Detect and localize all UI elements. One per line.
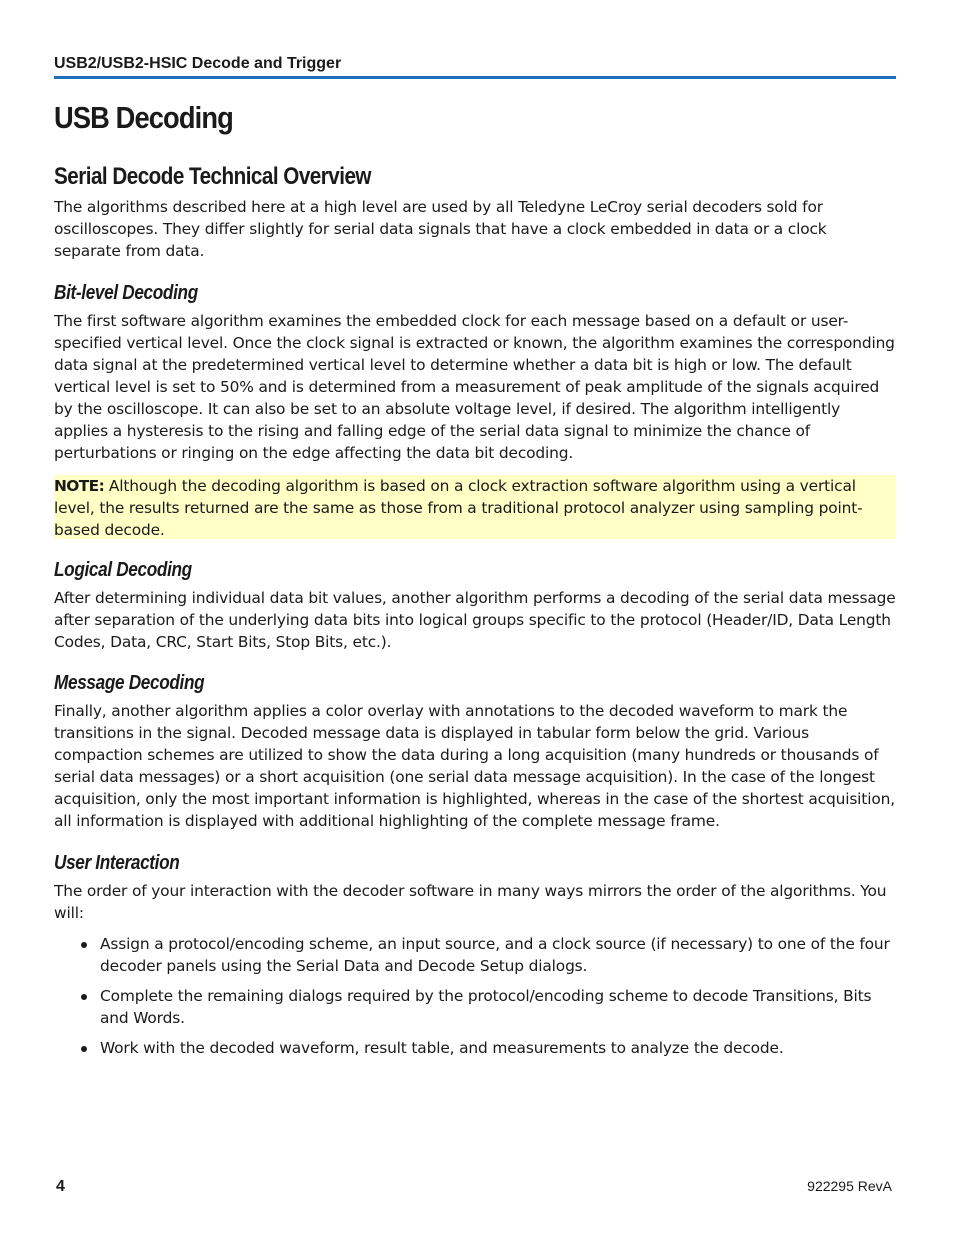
list-item (54, 933, 896, 977)
logical-block (54, 587, 896, 653)
interaction-intro: The order of your interaction with the decoder software in many ways mirrors the order of the algorithms. You will: (54, 882, 887, 922)
list-item-text: Assign a protocol/encoding scheme, an input source, and a clock source (if necessary) to one of the four decoder panels using the Serial Data and Decode Setup dialogs. (100, 935, 890, 975)
section-heading: Serial Decode Technical Overview (54, 163, 371, 190)
list-item-text: Complete the remaining dialogs required by the protocol/encoding scheme to decode Transitions, Bits and Words. (100, 987, 872, 1027)
bit-level-section (54, 282, 896, 305)
logical-paragraph: After determining individual data bit values, another algorithm performs a decoding of the serial data message after separation of the underlying data bits into logical groups specific to the protocol (Header/ID, Data Length Codes, Data, CRC, Start Bits, Stop Bits, etc.). (54, 589, 896, 651)
running-header: USB2/USB2-HSIC Decode and Trigger (54, 55, 896, 79)
intro-paragraph: The algorithms described here at a high level are used by all Teledyne LeCroy serial decoders sold for oscilloscopes. They differ slightly for serial data signals that have a clock embedded in data or a clock separate from data. (54, 198, 827, 260)
note-text: Although the decoding algorithm is based on a clock extraction software algorithm using a vertical level, the results returned are the same as those from a traditional protocol analyzer using sampling point-based decode. (54, 477, 863, 539)
message-block (54, 700, 896, 832)
logical-section (54, 559, 896, 582)
bullet-icon (81, 942, 87, 948)
logical-heading: Logical Decoding (54, 559, 192, 581)
bit-level-paragraph: The first software algorithm examines the embedded clock for each message based on a default or user-specified vertical level. Once the clock signal is extracted or known, the algorithm examines the corresponding data signal at the predetermined vertical level to determine whether a data bit is high or low. The default vertical level is set to 50% and is determined from a measurement of peak amplitude of the signals acquired by the oscilloscope. It can also be set to an absolute voltage level, if desired. The algorithm intelligently applies a hysteresis to the rising and falling edge of the serial data signal to minimize the chance of perturbations or ringing on the edge affecting the data bit decoding. (54, 312, 895, 462)
interaction-list-block (54, 933, 896, 1067)
interaction-heading: User Interaction (54, 852, 180, 874)
interaction-section (54, 852, 896, 875)
list-item (54, 985, 896, 1029)
bit-level-heading: Bit-level Decoding (54, 282, 198, 304)
list-item (54, 1037, 896, 1059)
note-callout (54, 475, 896, 539)
bullet-icon (81, 994, 87, 1000)
message-heading: Message Decoding (54, 672, 205, 694)
message-section (54, 672, 896, 695)
document-id: 922295 RevA (807, 1178, 892, 1194)
note-label: NOTE: (54, 477, 105, 495)
bullet-icon (81, 1046, 87, 1052)
page-number: 4 (56, 1178, 65, 1195)
list-item-text: Work with the decoded waveform, result table, and measurements to analyze the decode. (100, 1039, 784, 1057)
message-paragraph: Finally, another algorithm applies a color overlay with annotations to the decoded waveform to mark the transitions in the signal. Decoded message data is displayed in tabular form below the grid. Various compaction schemes are utilized to show the data during a long acquisition (many hundreds or thousands of serial data messages) or a short acquisition (one serial data message acquisition). In the case of the longest acquisition, only the most important information is highlighted, whereas in the case of the shortest acquisition, all information is displayed with additional highlighting of the complete message frame. (54, 702, 895, 830)
intro-block (54, 196, 896, 262)
bit-level-block (54, 310, 896, 464)
page-title: USB Decoding (54, 100, 233, 135)
interaction-block (54, 880, 896, 924)
note-paragraph (54, 475, 892, 541)
interaction-list (54, 933, 896, 1059)
